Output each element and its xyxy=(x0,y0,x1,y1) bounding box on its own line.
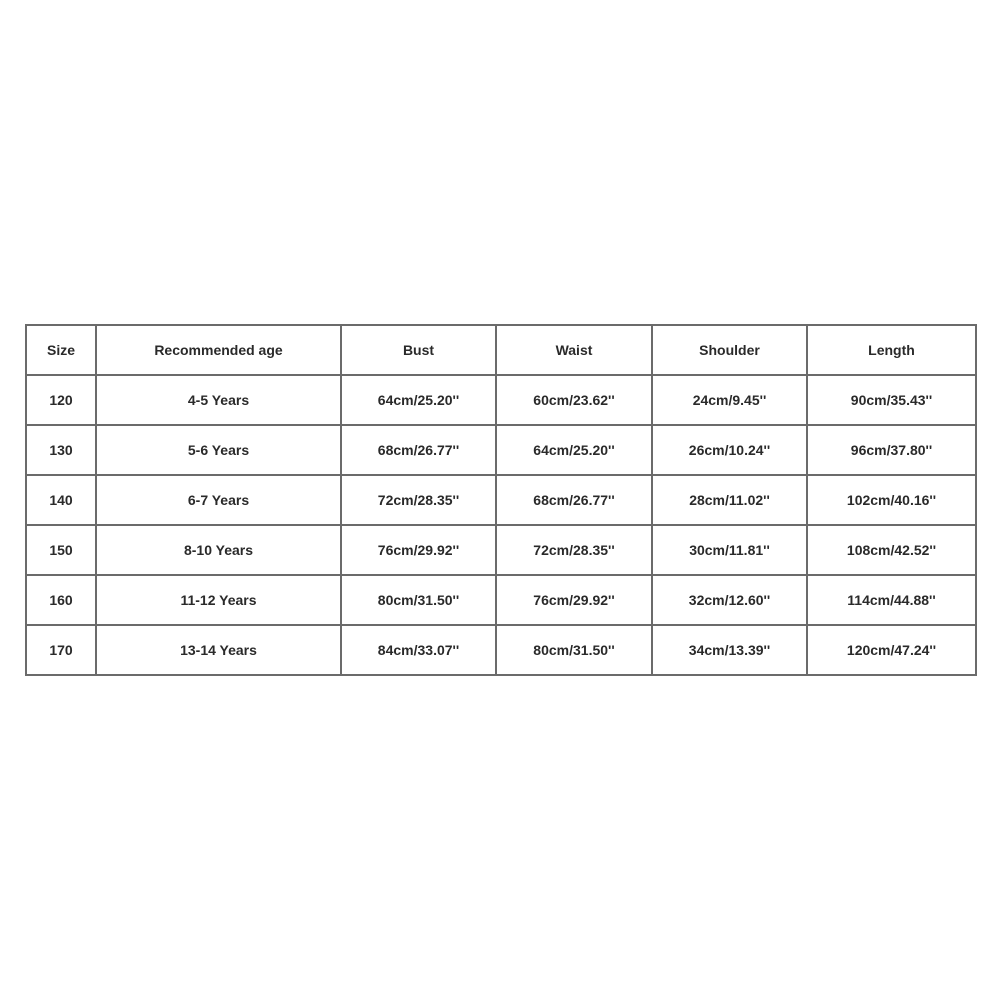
cell-bust: 76cm/29.92'' xyxy=(341,525,496,575)
table-row xyxy=(26,375,976,425)
table-row xyxy=(26,625,976,675)
cell-shoulder: 24cm/9.45'' xyxy=(652,375,807,425)
cell-recommended-age: 11-12 Years xyxy=(96,575,341,625)
table-row xyxy=(26,575,976,625)
cell-waist: 64cm/25.20'' xyxy=(496,425,652,475)
cell-waist: 80cm/31.50'' xyxy=(496,625,652,675)
cell-size: 130 xyxy=(26,425,96,475)
cell-shoulder: 30cm/11.81'' xyxy=(652,525,807,575)
header-bust: Bust xyxy=(341,325,496,375)
cell-shoulder: 32cm/12.60'' xyxy=(652,575,807,625)
cell-recommended-age: 5-6 Years xyxy=(96,425,341,475)
cell-bust: 68cm/26.77'' xyxy=(341,425,496,475)
cell-length: 96cm/37.80'' xyxy=(807,425,976,475)
cell-shoulder: 26cm/10.24'' xyxy=(652,425,807,475)
cell-size: 140 xyxy=(26,475,96,525)
cell-size: 170 xyxy=(26,625,96,675)
cell-size: 120 xyxy=(26,375,96,425)
cell-waist: 72cm/28.35'' xyxy=(496,525,652,575)
cell-bust: 72cm/28.35'' xyxy=(341,475,496,525)
cell-length: 114cm/44.88'' xyxy=(807,575,976,625)
header-size: Size xyxy=(26,325,96,375)
cell-recommended-age: 8-10 Years xyxy=(96,525,341,575)
table-row xyxy=(26,425,976,475)
header-length: Length xyxy=(807,325,976,375)
cell-recommended-age: 6-7 Years xyxy=(96,475,341,525)
cell-size: 150 xyxy=(26,525,96,575)
cell-size: 160 xyxy=(26,575,96,625)
table-row xyxy=(26,525,976,575)
cell-length: 102cm/40.16'' xyxy=(807,475,976,525)
cell-waist: 68cm/26.77'' xyxy=(496,475,652,525)
size-chart-table xyxy=(25,324,977,676)
header-recommended-age: Recommended age xyxy=(96,325,341,375)
cell-bust: 64cm/25.20'' xyxy=(341,375,496,425)
cell-length: 120cm/47.24'' xyxy=(807,625,976,675)
cell-shoulder: 34cm/13.39'' xyxy=(652,625,807,675)
cell-length: 90cm/35.43'' xyxy=(807,375,976,425)
cell-recommended-age: 13-14 Years xyxy=(96,625,341,675)
header-shoulder: Shoulder xyxy=(652,325,807,375)
cell-waist: 60cm/23.62'' xyxy=(496,375,652,425)
cell-bust: 84cm/33.07'' xyxy=(341,625,496,675)
table-header-row xyxy=(26,325,976,375)
cell-bust: 80cm/31.50'' xyxy=(341,575,496,625)
cell-recommended-age: 4-5 Years xyxy=(96,375,341,425)
cell-shoulder: 28cm/11.02'' xyxy=(652,475,807,525)
cell-waist: 76cm/29.92'' xyxy=(496,575,652,625)
table-row xyxy=(26,475,976,525)
cell-length: 108cm/42.52'' xyxy=(807,525,976,575)
header-waist: Waist xyxy=(496,325,652,375)
